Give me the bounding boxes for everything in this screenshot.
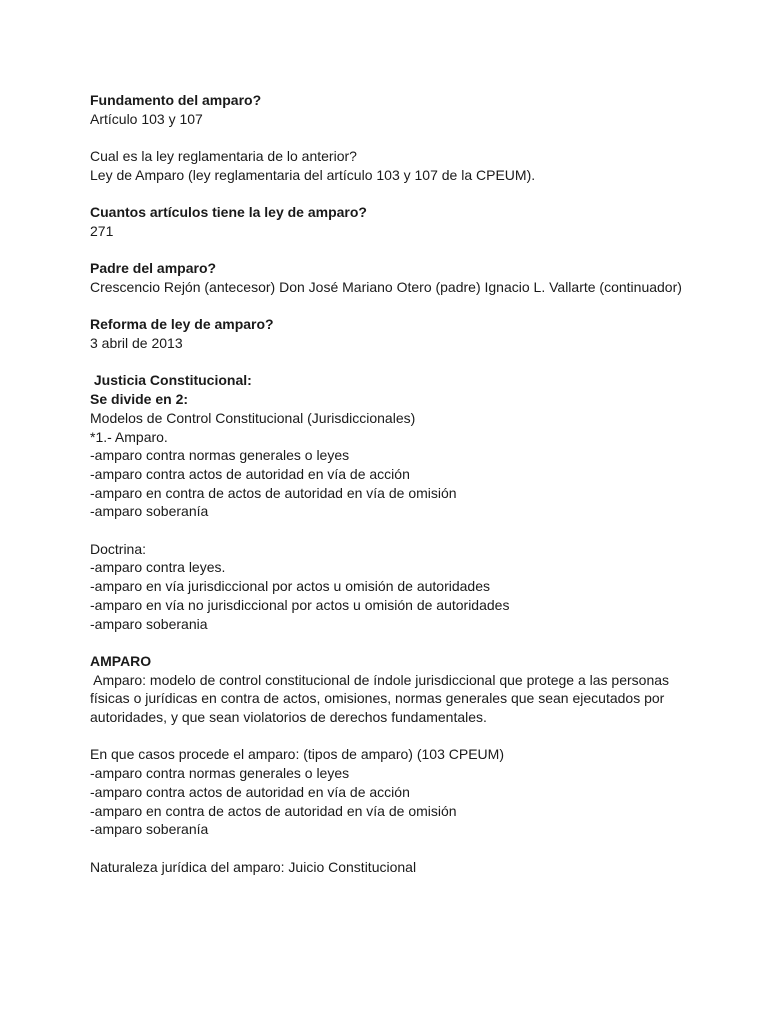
list-item: -amparo soberanía bbox=[90, 821, 209, 838]
answer-ley-reglamentaria: Ley de Amparo (ley reglamentaria del artículo 103 y 107 de la CPEUM). bbox=[90, 166, 536, 183]
answer-articulos: 271 bbox=[90, 222, 114, 239]
heading-casos: En que casos procede el amparo: (tipos de amparo) (103 CPEUM) bbox=[90, 746, 504, 763]
naturaleza-juridica: Naturaleza jurídica del amparo: Juicio Constitucional bbox=[90, 858, 417, 875]
subheading-se-divide: Se divide en 2: bbox=[90, 391, 189, 408]
amparo-definition-line: Amparo: modelo de control constitucional de índole jurisdiccional que protege a las personas bbox=[90, 671, 670, 688]
question-reforma: Reforma de ley de amparo? bbox=[90, 316, 274, 333]
spacer bbox=[90, 839, 690, 858]
question-ley-reglamentaria: Cual es la ley reglamentaria de lo anterior? bbox=[90, 148, 357, 165]
list-item: -amparo contra normas generales o leyes bbox=[90, 447, 350, 464]
spacer bbox=[90, 633, 690, 652]
answer-fundamento: Artículo 103 y 107 bbox=[90, 110, 203, 127]
spacer bbox=[90, 241, 690, 260]
spacer bbox=[90, 297, 690, 316]
question-articulos: Cuantos artículos tiene la ley de amparo? bbox=[90, 204, 367, 221]
spacer bbox=[90, 521, 690, 540]
modelos-control: Modelos de Control Constitucional (Jurisdiccionales) bbox=[90, 409, 416, 426]
item-amparo: *1.- Amparo. bbox=[90, 428, 168, 445]
heading-justicia-constitucional: Justicia Constitucional: bbox=[90, 372, 252, 389]
answer-padre: Crescencio Rejón (antecesor) Don José Mariano Otero (padre) Ignacio L. Vallarte (continuador) bbox=[90, 278, 682, 295]
list-item: -amparo en vía no jurisdiccional por actos u omisión de autoridades bbox=[90, 596, 510, 613]
list-item: -amparo contra normas generales o leyes bbox=[90, 765, 350, 782]
document-body bbox=[90, 91, 690, 876]
list-item: -amparo soberanía bbox=[90, 503, 209, 520]
heading-amparo: AMPARO bbox=[90, 652, 152, 669]
list-item: -amparo contra actos de autoridad en vía de acción bbox=[90, 465, 410, 482]
spacer bbox=[90, 727, 690, 746]
list-item: -amparo en vía jurisdiccional por actos u omisión de autoridades bbox=[90, 578, 490, 595]
list-item: -amparo soberania bbox=[90, 615, 208, 632]
spacer bbox=[90, 185, 690, 204]
heading-doctrina: Doctrina: bbox=[90, 540, 147, 557]
list-item: -amparo contra actos de autoridad en vía de acción bbox=[90, 783, 410, 800]
list-item: -amparo contra leyes. bbox=[90, 559, 226, 576]
spacer bbox=[90, 353, 690, 372]
spacer bbox=[90, 128, 690, 147]
question-padre: Padre del amparo? bbox=[90, 260, 217, 277]
amparo-definition-line: autoridades, y que sean violatorios de derechos fundamentales. bbox=[90, 709, 487, 726]
list-item: -amparo en contra de actos de autoridad en vía de omisión bbox=[90, 802, 457, 819]
question-fundamento: Fundamento del amparo? bbox=[90, 92, 262, 108]
amparo-definition-line: físicas o jurídicas en contra de actos, omisiones, normas generales que sean ejecutados por bbox=[90, 690, 665, 707]
list-item: -amparo en contra de actos de autoridad en vía de omisión bbox=[90, 484, 457, 501]
answer-reforma: 3 abril de 2013 bbox=[90, 335, 183, 352]
